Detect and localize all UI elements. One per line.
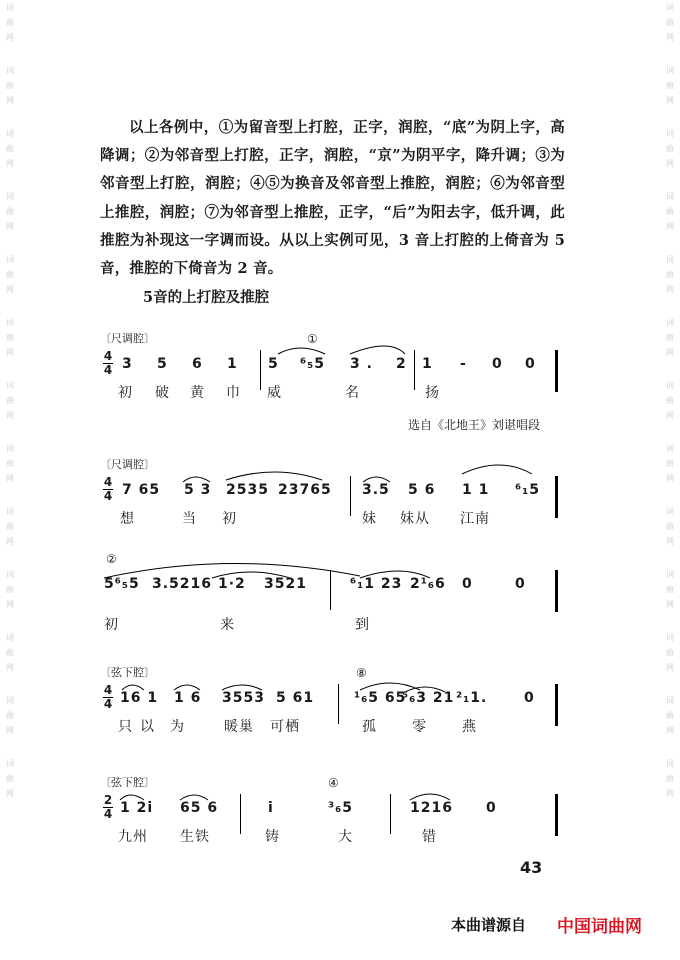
watermark-char: 词 (666, 507, 674, 516)
note: 1·2 (218, 576, 246, 592)
watermark-char: 词 (6, 570, 14, 579)
watermark-group (2, 252, 18, 297)
lyric: 扬 (425, 385, 440, 401)
watermark-char: 曲 (666, 459, 674, 468)
note: 0 (462, 576, 473, 592)
watermark-char: 网 (666, 33, 674, 42)
note: 1 (422, 356, 433, 372)
watermark-char: 网 (6, 726, 14, 735)
score-line-4 (100, 664, 570, 764)
watermark-char: 曲 (6, 333, 14, 342)
watermark-char: 词 (6, 444, 14, 453)
note: 0 (492, 356, 503, 372)
note: 2¹₆6 (410, 576, 446, 592)
lyric: 可栖 (270, 719, 300, 735)
lyric: 暖巢 (224, 719, 254, 735)
watermark-char: 曲 (6, 207, 14, 216)
bar-line (330, 570, 331, 610)
lyric: 只 (118, 719, 133, 735)
time-signature: 4 4 (103, 349, 113, 377)
watermark-group (2, 504, 18, 549)
example-mark: ④ (328, 776, 339, 790)
watermark-char: 曲 (6, 144, 14, 153)
score-line-1 (100, 330, 570, 430)
note: 0 (515, 576, 526, 592)
watermark-char: 词 (6, 507, 14, 516)
watermark-char: 网 (6, 159, 14, 168)
note: 3 . (350, 356, 373, 372)
note: 5 6 (408, 482, 436, 498)
side-watermark-right (662, 0, 678, 960)
end-bar-line (555, 476, 558, 518)
watermark-group (662, 252, 678, 297)
lyric: 孤 (362, 719, 377, 735)
note: 1 6 (174, 690, 202, 706)
watermark-char: 词 (6, 318, 14, 327)
note: ⁶₅5 (300, 356, 326, 372)
watermark-char: 词 (6, 129, 14, 138)
lyric: 九州 (118, 829, 148, 845)
watermark-char: 词 (666, 66, 674, 75)
source-note: 选自《北地王》刘谌唱段 (408, 418, 541, 432)
slur-marks (100, 550, 570, 650)
lyric: 妹从 (400, 511, 430, 527)
watermark-char: 词 (666, 696, 674, 705)
watermark-group (662, 441, 678, 486)
lyric: 江南 (460, 511, 490, 527)
watermark-group (662, 693, 678, 738)
watermark-group (2, 315, 18, 360)
note: 1 (227, 356, 238, 372)
watermark-char: 曲 (666, 396, 674, 405)
footer-site-link[interactable]: 中国词曲网 (557, 917, 642, 937)
watermark-char: 曲 (666, 522, 674, 531)
tune-label: 〔尺调腔〕 (100, 332, 155, 345)
watermark-char: 网 (6, 411, 14, 420)
watermark-char: 曲 (6, 585, 14, 594)
watermark-char: 词 (6, 759, 14, 768)
note: 5 3 (184, 482, 212, 498)
end-bar-line (555, 350, 558, 392)
lyric: 巾 (226, 385, 241, 401)
watermark-char: 曲 (666, 81, 674, 90)
watermark-char: 网 (666, 285, 674, 294)
watermark-char: 网 (6, 33, 14, 42)
watermark-char: 曲 (6, 81, 14, 90)
lyric: 黄 (190, 385, 205, 401)
note: 3.5 (362, 482, 390, 498)
note: ⁶₁5 (515, 482, 541, 498)
watermark-char: 网 (666, 726, 674, 735)
note: 2535 (226, 482, 269, 498)
lyric: 燕 (462, 719, 477, 735)
lyric: 大 (338, 829, 353, 845)
watermark-group (2, 0, 18, 45)
watermark-char: 词 (6, 3, 14, 12)
note: 16 1 (120, 690, 159, 706)
note: - (460, 356, 467, 372)
note: 7 65 (122, 482, 161, 498)
note: i (268, 800, 274, 816)
watermark-group (2, 630, 18, 675)
note: ¹₆5 65 (354, 690, 407, 706)
watermark-group (2, 126, 18, 171)
lyric: 威 (267, 385, 282, 401)
watermark-char: 曲 (666, 270, 674, 279)
note: 5 61 (276, 690, 315, 706)
watermark-char: 曲 (666, 18, 674, 27)
note: 5 (268, 356, 279, 372)
watermark-char: 曲 (666, 711, 674, 720)
score-line-2 (100, 456, 570, 556)
bar-line (338, 684, 339, 724)
watermark-char: 曲 (666, 585, 674, 594)
lyric: 为 (170, 719, 185, 735)
slur-marks (100, 774, 570, 874)
note: 0 (486, 800, 497, 816)
watermark-char: 曲 (6, 18, 14, 27)
tune-label: 〔弦下腔〕 (100, 776, 155, 789)
note: 0 (524, 690, 535, 706)
watermark-group (2, 63, 18, 108)
lyric: 初 (118, 385, 133, 401)
watermark-char: 词 (666, 129, 674, 138)
note: 1216 (410, 800, 453, 816)
watermark-char: 曲 (6, 270, 14, 279)
page-number: 43 (520, 858, 543, 877)
note: 5⁶₅5 (104, 576, 140, 592)
body-paragraph (100, 114, 565, 283)
note: 3553 (222, 690, 265, 706)
watermark-group (2, 693, 18, 738)
watermark-char: 曲 (6, 396, 14, 405)
watermark-char: 词 (6, 696, 14, 705)
watermark-group (662, 0, 678, 45)
watermark-char: 曲 (666, 774, 674, 783)
watermark-char: 网 (6, 789, 14, 798)
note: 0 (525, 356, 536, 372)
section-title: 5音的上打腔及推腔 (143, 289, 270, 306)
watermark-char: 网 (666, 600, 674, 609)
bar-line (350, 476, 351, 516)
watermark-char: 曲 (666, 333, 674, 342)
lyric: 初 (104, 617, 119, 633)
note: 2 (396, 356, 407, 372)
note: ²₁1. (456, 690, 488, 706)
watermark-char: 网 (6, 600, 14, 609)
slur-marks (100, 664, 570, 764)
watermark-char: 曲 (666, 207, 674, 216)
note: ³₆5 (328, 800, 354, 816)
watermark-char: 网 (666, 96, 674, 105)
lyric: 名 (345, 385, 360, 401)
bar-line (260, 350, 261, 390)
watermark-char: 网 (666, 663, 674, 672)
watermark-char: 网 (666, 537, 674, 546)
note: 1 1 (462, 482, 490, 498)
lyric: 来 (220, 617, 235, 633)
watermark-group (662, 189, 678, 234)
score-line-5 (100, 774, 570, 874)
watermark-char: 曲 (666, 648, 674, 657)
watermark-char: 曲 (6, 459, 14, 468)
time-signature: 4 4 (103, 683, 113, 711)
slur-marks (100, 330, 570, 430)
watermark-char: 网 (666, 474, 674, 483)
note: 1 2i (120, 800, 154, 816)
watermark-char: 网 (6, 348, 14, 357)
watermark-char: 网 (666, 222, 674, 231)
watermark-char: 网 (6, 663, 14, 672)
bar-line (390, 794, 391, 834)
example-mark: ⑧ (356, 666, 367, 680)
lyric: 生铁 (180, 829, 210, 845)
watermark-char: 网 (666, 159, 674, 168)
watermark-group (662, 126, 678, 171)
watermark-char: 词 (666, 444, 674, 453)
score-line-3 (100, 550, 570, 650)
watermark-char: 词 (666, 192, 674, 201)
watermark-char: 网 (666, 411, 674, 420)
watermark-char: 词 (666, 255, 674, 264)
slur-marks (100, 456, 570, 556)
note: 3521 (264, 576, 307, 592)
footer-source-prefix: 本曲谱源自 (451, 916, 527, 934)
note: 65 6 (180, 800, 219, 816)
watermark-group (662, 756, 678, 801)
note: 3 (122, 356, 133, 372)
watermark-char: 词 (6, 192, 14, 201)
bar-line (240, 794, 241, 834)
watermark-char: 词 (6, 633, 14, 642)
time-signature: 2 4 (103, 793, 113, 821)
tune-label: 〔尺调腔〕 (100, 458, 155, 471)
watermark-char: 曲 (666, 144, 674, 153)
watermark-char: 网 (666, 789, 674, 798)
bar-line (414, 350, 415, 390)
watermark-char: 词 (6, 66, 14, 75)
watermark-char: 曲 (6, 711, 14, 720)
watermark-group (2, 189, 18, 234)
lyric: 错 (422, 829, 437, 845)
note: 6 (192, 356, 203, 372)
side-watermark-left (2, 0, 18, 960)
watermark-char: 曲 (6, 522, 14, 531)
paragraph-text: 以上各例中，①为留音型上打腔，正字，润腔，“底”为阴上字，高降调；②为邻音型上打腔，正字，润腔，“京”为阴平字，降升调；③为邻音型上打腔，润腔；④⑤为换音及邻音型上推腔，润腔；⑥为邻音型上推腔，润腔；⑦为邻音型上推腔，正字，“后”为阳去字，低升调，此推腔为补现这一字调而设。从以上实例可见，3 音上打腔的上倚音为 5 音，推腔的下倚音为 2 音。 (100, 119, 565, 278)
lyric: 妹 (362, 511, 377, 527)
note: 3.5216 (152, 576, 213, 592)
watermark-char: 词 (666, 318, 674, 327)
watermark-group (662, 63, 678, 108)
watermark-group (662, 378, 678, 423)
lyric: 以 (140, 719, 155, 735)
watermark-group (662, 315, 678, 360)
tune-label: 〔弦下腔〕 (100, 666, 155, 679)
watermark-char: 词 (666, 381, 674, 390)
watermark-char: 曲 (6, 648, 14, 657)
watermark-char: 词 (6, 381, 14, 390)
note: ⁵₆3 21 (402, 690, 455, 706)
example-mark: ① (307, 332, 318, 346)
watermark-group (2, 441, 18, 486)
watermark-char: 网 (6, 285, 14, 294)
watermark-group (662, 567, 678, 612)
note: ⁶₁1 23 (350, 576, 403, 592)
watermark-char: 词 (666, 570, 674, 579)
end-bar-line (555, 570, 558, 612)
lyric: 零 (412, 719, 427, 735)
watermark-char: 网 (666, 348, 674, 357)
watermark-group (662, 504, 678, 549)
watermark-char: 网 (6, 222, 14, 231)
end-bar-line (555, 794, 558, 836)
watermark-group (2, 756, 18, 801)
lyric: 初 (222, 511, 237, 527)
watermark-group (662, 630, 678, 675)
lyric: 铸 (265, 829, 280, 845)
lyric: 破 (155, 385, 170, 401)
watermark-group (2, 567, 18, 612)
watermark-char: 词 (666, 3, 674, 12)
watermark-char: 词 (666, 633, 674, 642)
end-bar-line (555, 684, 558, 726)
note: 5 (157, 356, 168, 372)
watermark-char: 网 (6, 474, 14, 483)
time-signature: 4 4 (103, 475, 113, 503)
watermark-char: 网 (6, 96, 14, 105)
lyric: 想 (120, 511, 135, 527)
watermark-char: 词 (666, 759, 674, 768)
lyric: 当 (182, 511, 197, 527)
watermark-char: 网 (6, 537, 14, 546)
example-mark: ② (106, 552, 117, 566)
watermark-char: 词 (6, 255, 14, 264)
watermark-group (2, 378, 18, 423)
note: 23765 (278, 482, 332, 498)
watermark-char: 曲 (6, 774, 14, 783)
lyric: 到 (355, 617, 370, 633)
